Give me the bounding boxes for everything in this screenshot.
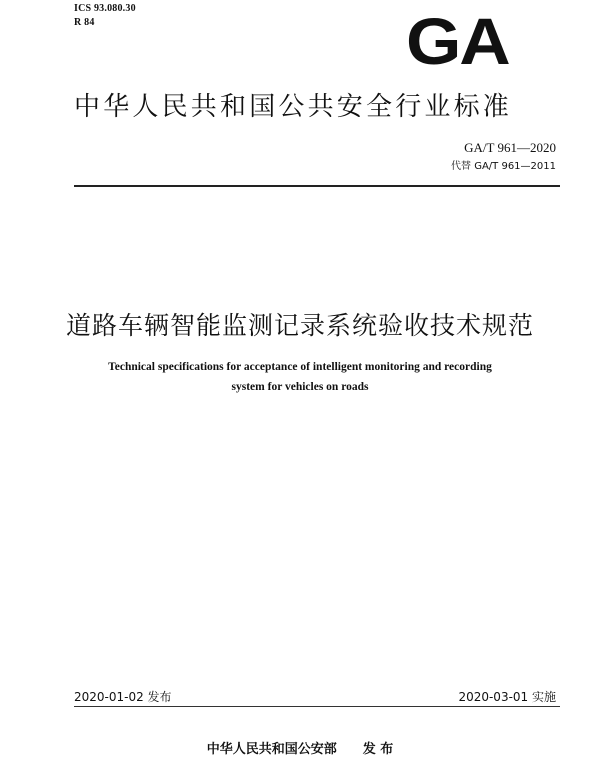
implementation-date: 2020-03-01 实施 (458, 690, 556, 704)
publisher-line (0, 738, 600, 757)
standard-number: GA/T 961—2020 (464, 140, 556, 155)
category-code: R 84 (74, 17, 95, 28)
standard-type-title: 中华人民共和国公共安全行业标准 (74, 92, 513, 122)
english-title-line-1: Technical specifications for acceptance of intelligent monitoring and recording (108, 361, 492, 373)
footer-divider (74, 706, 560, 707)
replaces-standard: 代替 GA/T 961—2011 (451, 161, 556, 172)
header-divider (74, 185, 560, 187)
english-title-line-2: system for vehicles on roads (231, 381, 369, 393)
document-title-chinese: 道路车辆智能监测记录系统验收技术规范 (65, 311, 534, 340)
ga-logo: GA (406, 4, 509, 78)
issue-date: 2020-01-02 发布 (74, 690, 172, 704)
ics-code: ICS 93.080.30 (74, 3, 136, 14)
publisher-name: 中华人民共和国公安部 (206, 742, 337, 757)
document-title-english (50, 357, 550, 397)
publish-action: 发 布 (362, 742, 394, 757)
